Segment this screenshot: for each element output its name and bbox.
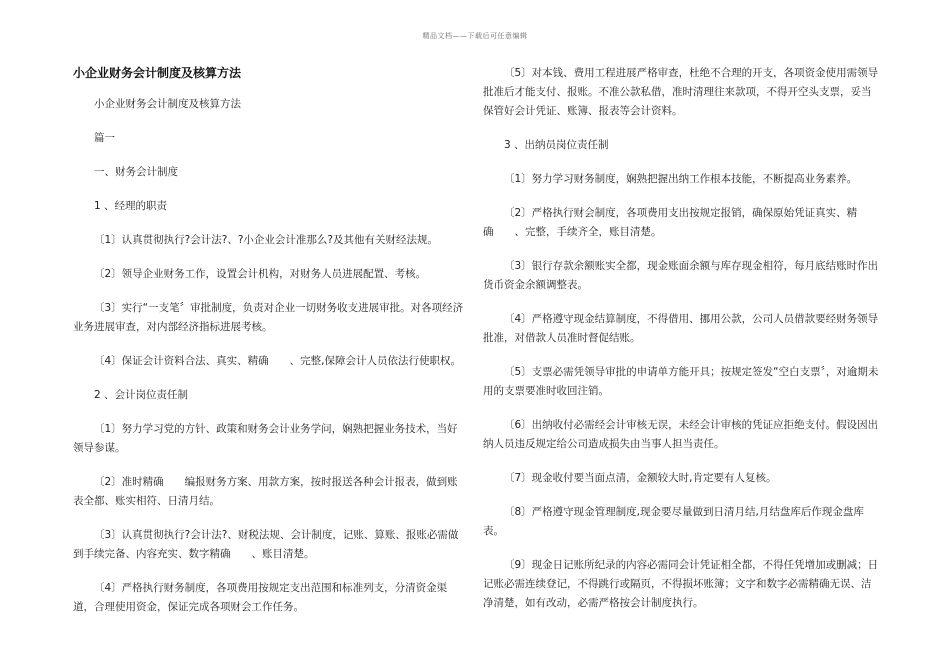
paragraph: 〔1〕努力学习党的方针、政策和财务会计业务学问，娴熟把握业务技术，当好领导参谋。 [73, 423, 458, 454]
paragraph: 〔5〕支票必需凭领导审批的申请单方能开具；按规定签发“空白支票〞，对逾期未用的支票要准时收回注销。 [483, 366, 879, 397]
section-heading: 一、财务会计制度 [94, 166, 178, 178]
paragraph: 〔4〕严格执行财务制度，各项费用按规定支出范围和标准列支，分清资金渠道，合理使用资金，保证完成各项财会工作任务。 [73, 582, 448, 613]
paragraph: 〔1〕努力学习财务制度，娴熟把握出纳工作根本技能，不断提高业务素养。 [504, 173, 858, 185]
paragraph: 〔3〕银行存款余额账实全都，现金账面余额与库存现金相符，每月底结账时作出货币资金余额调整表。 [483, 260, 879, 291]
paragraph: 〔4〕严格遵守现金结算制度，不得借用、挪用公款，公司人员借款要经财务领导批准，对借款人员准时督促结账。 [483, 313, 879, 344]
paragraph: 〔4〕保证会计资料合法、真实、精确 、完整,保障会计人员依法行使职权。 [94, 355, 462, 367]
paragraph: 〔5〕对本钱、费用工程进展严格审查，杜绝不合理的开支，各项资金使用需领导批准后才能支付、报账。不准公款私借，准时清理往来款项，不得开空头支票，妥当保管好会计凭证、账簿、报表等会计资料。 [483, 67, 879, 117]
paragraph: 〔8〕严格遵守现金管理制度,现金要尽量做到日清月结,月结盘库后作现金盘库表。 [483, 506, 864, 537]
left-column [73, 64, 465, 617]
paragraph: 〔1〕认真贯彻执行?会计法?、?小企业会计准那么?及其他有关财经法规。 [94, 234, 438, 246]
paragraph: 〔2〕准时精确 编报财务方案、用款方案，按时报送各种会计报表，做到账表全都、账实相符、日清月结。 [73, 476, 458, 507]
part-heading: 篇一 [94, 132, 115, 144]
paragraph: 〔7〕现金收付要当面点清，金额较大时,肯定要有人复核。 [504, 472, 777, 484]
document-title: 小企业财务会计制度及核算方法 [73, 66, 242, 80]
paragraph: 〔3〕实行“一支笔〞审批制度，负责对企业一切财务收支进展审批。对各项经济业务进展审查，对内部经济指标进展考核。 [73, 302, 464, 333]
paragraph: 〔2〕领导企业财务工作，设置会计机构，对财务人员进展配置、考核。 [94, 268, 427, 280]
subsection-heading: 3 、出纳员岗位责任制 [504, 139, 609, 151]
paragraph: 〔6〕出纳收付必需经会计审核无误，未经会计审核的凭证应拒绝支付。假设因出纳人员违反规定给公司造成损失由当事人担当责任。 [483, 419, 879, 450]
paragraph: 〔2〕严格执行财会制度，各项费用支出按规定报销，确保原始凭证真实、精确 、完整，手续齐全，账目清楚。 [483, 207, 858, 238]
right-column [483, 64, 881, 613]
page-header: 精品文档——下载后可任意编辑 [422, 32, 528, 40]
paragraph: 〔3〕认真贯彻执行?会计法?、财税法规、会计制度，记账、算账、报账必需做到手续完备、内容充实、数字精确 、账目清楚。 [73, 529, 459, 560]
subsection-heading: 1 、经理的职责 [94, 200, 168, 212]
paragraph: 〔9〕现金日记账所纪录的内容必需同会计凭证相全都，不得任凭增加或删减；日记账必需连续登记，不得跳行或隔页，不得损坏账簿；文字和数字必需精确无误、洁净清楚，如有改动，必需严格按会计制度执行。 [483, 559, 879, 609]
subsection-heading: 2 、会计岗位责任制 [94, 389, 189, 401]
subtitle: 小企业财务会计制度及核算方法 [94, 98, 241, 110]
